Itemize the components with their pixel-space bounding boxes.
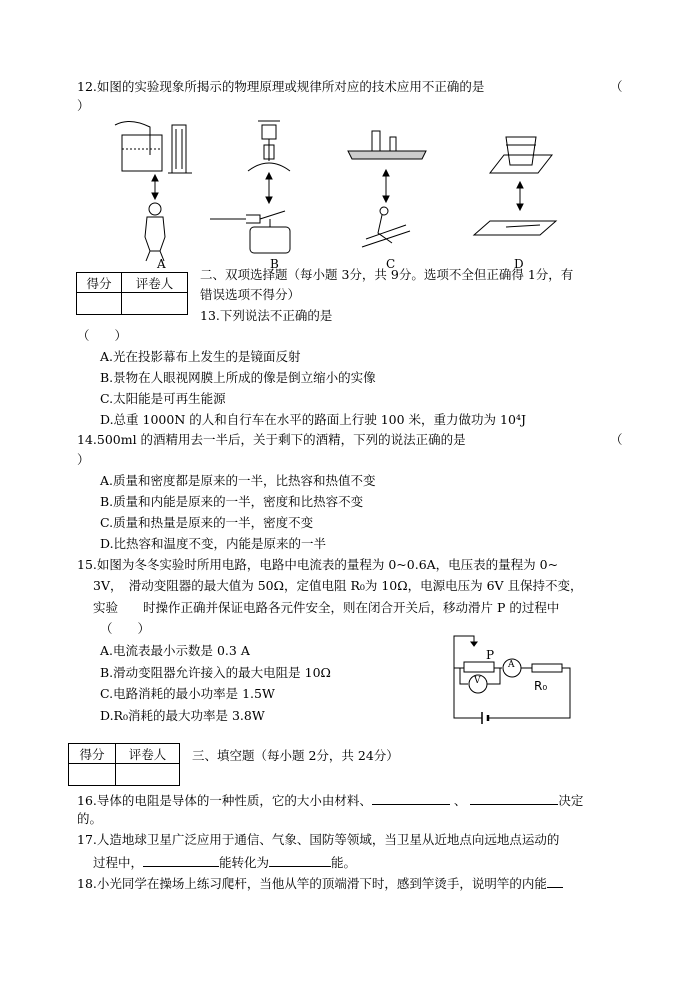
q13-paren: （ ） (77, 328, 128, 343)
circuit-label-v: V (474, 676, 481, 686)
q15-stem-line1: 15.如图为冬冬实验时所用电路，电路中电流表的量程为 0~0.6A，电压表的量程为 0~ (77, 557, 559, 572)
q16-line (77, 791, 583, 809)
circuit-label-p: P (486, 648, 495, 662)
q12-label-b: B (270, 257, 279, 271)
q15-option-a: A.电流表最小示数是 0.3 A (100, 643, 250, 658)
q17-post: 能。 (331, 855, 357, 870)
q13-option-b: B.景物在人眼视网膜上所成的像是倒立缩小的实像 (100, 370, 376, 385)
q16-pre: 16.导体的电阻是导体的一种性质，它的大小由材料、 (77, 793, 372, 808)
q12-label-a: A (157, 257, 166, 271)
q14-paren-close: ） (77, 452, 90, 467)
q14-paren-open: （ (610, 432, 623, 447)
score-header: 得分 (69, 744, 116, 764)
score-box-section2 (76, 272, 188, 315)
q13-option-a: A.光在投影幕布上发生的是镜面反射 (100, 349, 301, 364)
q17-blank-1[interactable] (143, 853, 219, 867)
q14-stem: 14.500ml 的酒精用去一半后，关于剩下的酒精，下列的说法正确的是 (77, 432, 466, 447)
grader-header: 评卷人 (116, 744, 180, 764)
figure-a-pressure-gauge (115, 121, 192, 261)
section2-title-line1: 二、双项选择题（每小题 3分，共 9分。选项不全但正确得 1分，有 (200, 267, 574, 282)
q15-option-c: C.电路消耗的最小功率是 1.5W (100, 686, 275, 701)
q18-text: 18.小光同学在操场上练习爬杆，当他从竿的顶端滑下时，感到竿烫手，说明竿的内能 (77, 876, 547, 891)
q15-stem-line2: 3V， 滑动变阻器的最大值为 50Ω，定值电阻 R₀为 10Ω，电源电压为 6V 且保持不变， (93, 578, 583, 593)
q15-option-d: D.R₀消耗的最大功率是 3.8W (100, 708, 265, 723)
score-cell[interactable] (77, 293, 122, 315)
rheostat (464, 662, 494, 672)
q13-option-c: C.太阳能是可再生能源 (100, 391, 226, 406)
figure-d-cup (474, 137, 556, 235)
q12-figure (110, 115, 670, 275)
q15-option-b: B.滑动变阻器允许接入的最大电阻是 10Ω (100, 665, 331, 680)
figure-c-skier (348, 131, 426, 247)
circuit-label-r0: R₀ (534, 679, 548, 693)
q14-option-b: B.质量和内能是原来的一半，密度和比热容不变 (100, 494, 364, 509)
q12-label-d: D (514, 257, 524, 271)
section2-title-line2: 错误选项不得分） (200, 287, 301, 302)
section3-title: 三、填空题（每小题 2分，共 24分） (192, 748, 399, 763)
score-box-section3 (68, 743, 180, 786)
q13-option-d: D.总重 1000N 的人和自行车在水平的路面上行驶 100 米，重力做功为 10⁴J (100, 412, 526, 427)
grader-cell[interactable] (116, 764, 180, 786)
q17-blank-2[interactable] (269, 853, 331, 867)
q12-stem: 12.如图的实验现象所揭示的物理原理或规律所对应的技术应用不正确的是 (77, 79, 485, 94)
q16-sep: 、 (453, 793, 467, 808)
circuit-label-a: A (508, 660, 515, 670)
q17-mid: 能转化为 (219, 855, 270, 870)
grader-cell[interactable] (122, 293, 188, 315)
q17-line2 (93, 853, 356, 871)
score-cell[interactable] (69, 764, 116, 786)
q15-paren: （ ） (100, 621, 151, 636)
figure-b-sprayer (210, 121, 290, 253)
q16-post: 决定 (558, 793, 584, 808)
q14-option-c: C.质量和热量是原来的一半，密度不变 (100, 515, 314, 530)
q14-option-d: D.比热容和温度不变，内能是原来的一半 (100, 536, 327, 551)
grader-header: 评卷人 (122, 273, 188, 293)
q15-circuit-diagram (450, 632, 580, 722)
q17-pre: 过程中， (93, 855, 144, 870)
q12-paren-open: （ (610, 79, 623, 94)
q18-line (77, 874, 563, 892)
score-header: 得分 (77, 273, 122, 293)
q18-blank[interactable] (547, 874, 563, 888)
q12-paren-close: ） (77, 98, 90, 113)
q16-end: 的。 (77, 811, 103, 826)
q17-line1: 17.人造地球卫星广泛应用于通信、气象、国防等领域，当卫星从近地点向远地点运动的 (77, 832, 560, 847)
resistor-r0 (532, 664, 562, 672)
q16-blank-1[interactable] (372, 791, 450, 805)
q13-stem: 13.下列说法不正确的是 (200, 308, 333, 323)
q12-label-c: C (386, 257, 396, 271)
q14-option-a: A.质量和密度都是原来的一半，比热容和热值不变 (100, 473, 376, 488)
q15-stem-line3: 实验 时操作正确并保证电路各元件安全，则在闭合开关后，移动滑片 P 的过程中 (93, 600, 560, 615)
q16-blank-2[interactable] (470, 791, 558, 805)
